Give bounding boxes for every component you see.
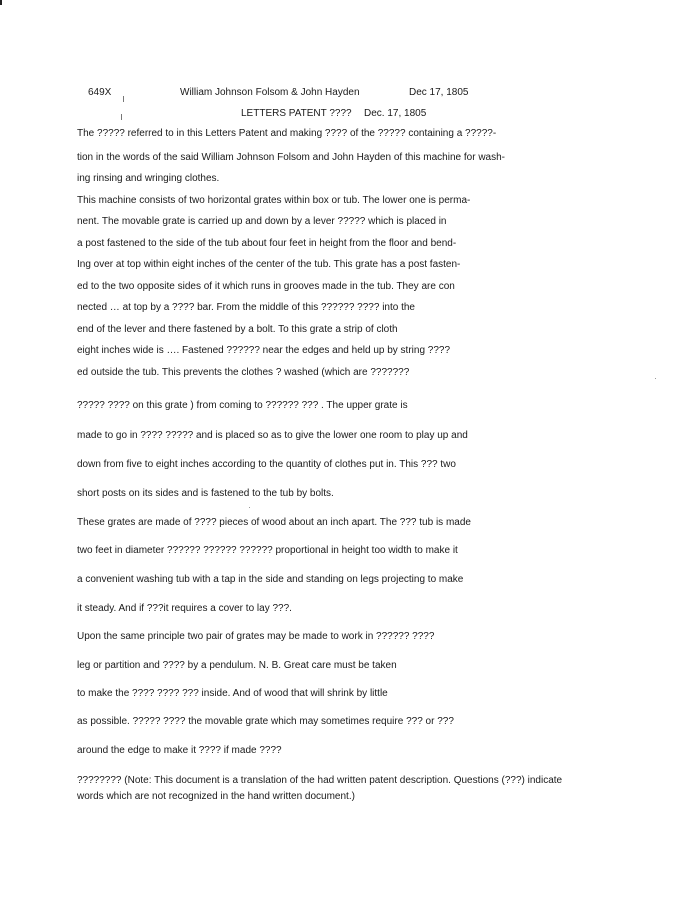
scan-mark bbox=[123, 96, 124, 102]
document-title: LETTERS PATENT ???? bbox=[241, 108, 352, 119]
body-line: nected … at top by a ???? bar. From the middle of this ?????? ???? into the bbox=[77, 302, 415, 313]
corner-mark bbox=[0, 0, 2, 5]
body-line: eight inches wide is …. Fastened ?????? near the edges and held up by string ???? bbox=[77, 345, 451, 356]
body-line: ed to the two opposite sides of it which runs in grooves made in the tub. They are con bbox=[77, 281, 455, 292]
document-id: 649X bbox=[88, 87, 112, 98]
body-line: leg or partition and ???? by a pendulum. N. B. Great care must be taken bbox=[77, 660, 397, 671]
body-line: a convenient washing tub with a tap in the side and standing on legs projecting to make bbox=[77, 574, 464, 585]
body-line: ing rinsing and wringing clothes. bbox=[77, 173, 220, 184]
inventors: William Johnson Folsom & John Hayden bbox=[180, 87, 360, 98]
note-line: ???????? (Note: This document is a translation of the had written patent description. Questions (???) indicate bbox=[77, 775, 563, 786]
body-line: a post fastened to the side of the tub about four feet in height from the floor and bend- bbox=[77, 238, 457, 249]
body-line: tion in the words of the said William Johnson Folsom and John Hayden of this machine for wash- bbox=[77, 152, 505, 163]
body-line: down from five to eight inches according to the quantity of clothes put in. This ??? two bbox=[77, 459, 456, 470]
note-line: words which are not recognized in the hand written document.) bbox=[77, 791, 355, 802]
body-line: Upon the same principle two pair of grates may be made to work in ?????? ???? bbox=[77, 631, 435, 642]
body-line: These grates are made of ???? pieces of wood about an inch apart. The ??? tub is made bbox=[77, 517, 471, 528]
body-line: ????? ???? on this grate ) from coming to ?????? ??? . The upper grate is bbox=[77, 400, 408, 411]
header-date: Dec 17, 1805 bbox=[409, 87, 469, 98]
scan-mark bbox=[121, 114, 122, 120]
body-line: to make the ???? ???? ??? inside. And of wood that will shrink by little bbox=[77, 688, 388, 699]
body-line: Ing over at top within eight inches of the center of the tub. This grate has a post fasten- bbox=[77, 259, 461, 270]
body-line: two feet in diameter ?????? ?????? ?????? proportional in height too width to make it bbox=[77, 545, 458, 556]
body-line: short posts on its sides and is fastened to the tub by bolts. bbox=[77, 488, 334, 499]
body-line: nent. The movable grate is carried up and down by a lever ????? which is placed in bbox=[77, 216, 447, 227]
body-line: end of the lever and there fastened by a bolt. To this grate a strip of cloth bbox=[77, 324, 398, 335]
scan-speck bbox=[655, 378, 656, 379]
body-line: The ????? referred to in this Letters Patent and making ???? of the ????? containing a ?????- bbox=[77, 128, 497, 139]
body-line: ed outside the tub. This prevents the clothes ? washed (which are ??????? bbox=[77, 367, 410, 378]
body-line: around the edge to make it ???? if made ???? bbox=[77, 745, 282, 756]
body-line: This machine consists of two horizontal grates within box or tub. The lower one is perma- bbox=[77, 195, 471, 206]
body-line: it steady. And if ???it requires a cover to lay ???. bbox=[77, 603, 292, 614]
scan-speck bbox=[249, 507, 250, 508]
title-date: Dec. 17, 1805 bbox=[364, 108, 427, 119]
body-line: made to go in ???? ????? and is placed so as to give the lower one room to play up and bbox=[77, 430, 468, 441]
body-line: as possible. ????? ???? the movable grate which may sometimes require ??? or ??? bbox=[77, 716, 454, 727]
